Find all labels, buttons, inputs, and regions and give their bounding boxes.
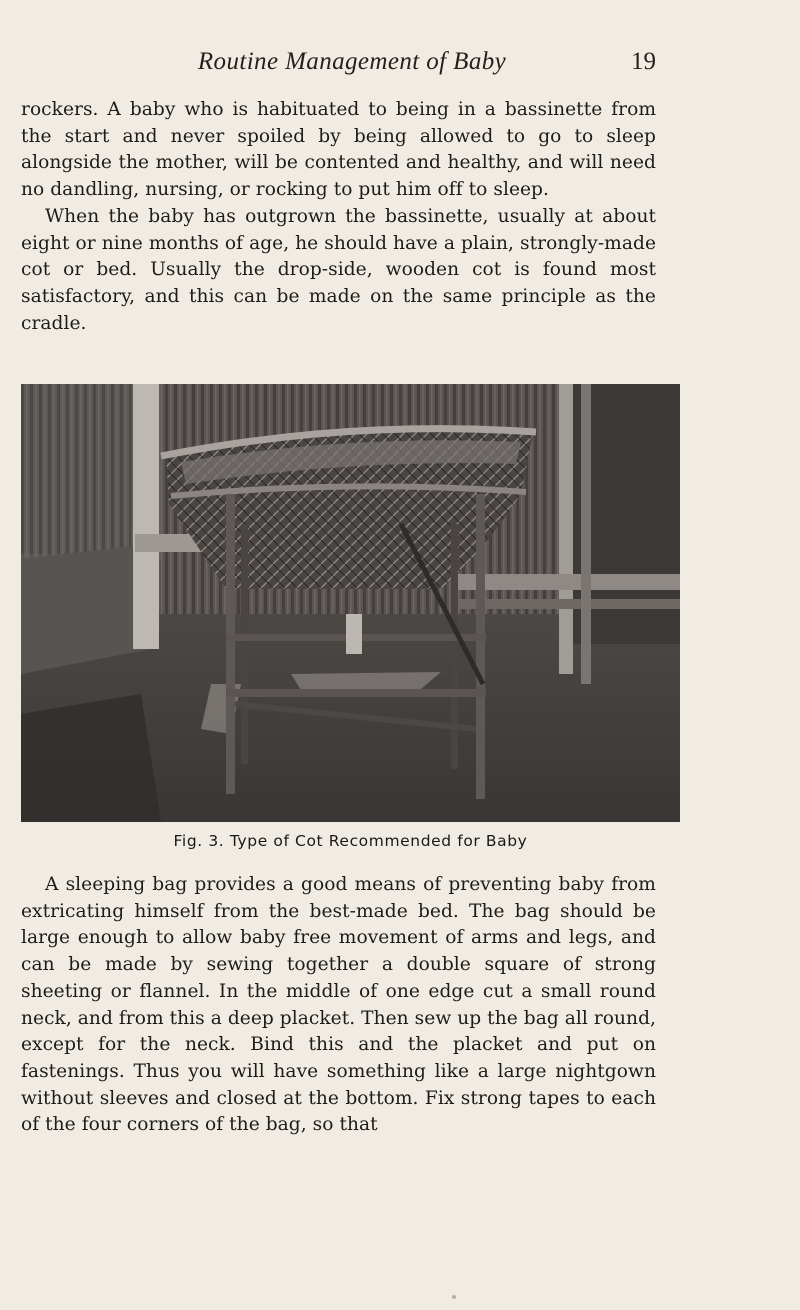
paragraph: When the baby has outgrown the bassinette, usually at about eight or nine months of age, he should have a plain, strongly-made cot or bed. Usually the drop-side, wooden cot is found most satisfactory, and this can be made on the same principle as the cradle. — [21, 205, 656, 334]
text-block-top — [21, 97, 656, 337]
figure-photograph-cot — [21, 384, 680, 822]
running-title: Routine Management of Baby — [197, 48, 507, 75]
page-number: 19 — [631, 48, 656, 75]
figure-caption: Fig. 3. Type of Cot Recommended for Baby — [173, 832, 528, 850]
running-head — [48, 48, 656, 82]
paragraph: rockers. A baby who is habituated to being in a bassinette from the start and never spoiled by being allowed to go to sleep alongside the mother, will be contented and healthy, and will need no dandling, nursing, or rocking to put him off to sleep. — [21, 99, 656, 201]
cot-photo-illustration — [21, 384, 680, 822]
paragraph: A sleeping bag provides a good means of preventing baby from extricating himself from the best-made bed. The bag should be large enough to allow baby free movement of arms and legs, and can be made by sewing together a double square of strong sheeting or flannel. In the middle of one edge cut a small round neck, and from this a deep placket. Then sew up the bag all round, except for the neck. Bind this and the placket and put on fastenings. Thus you will have something like a large nightgown without sleeves and closed at the bottom. Fix strong tapes to each of the four corners of the bag, so that — [21, 874, 656, 1136]
text-block-bottom — [21, 872, 656, 1139]
paper-speck — [452, 1295, 456, 1299]
